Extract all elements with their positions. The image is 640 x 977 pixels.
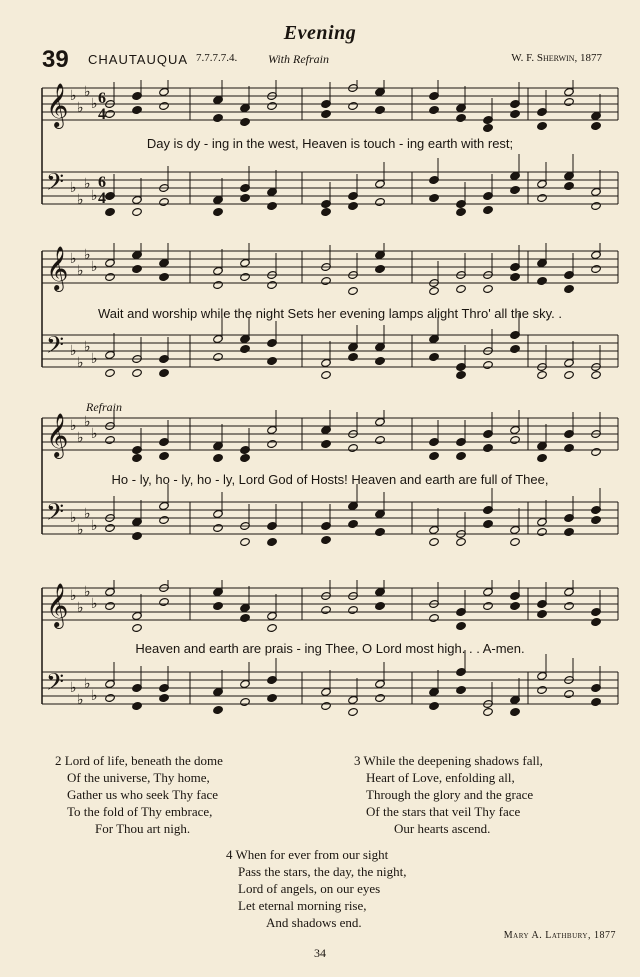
verse-4 xyxy=(226,846,407,931)
flat-icon: ♭ xyxy=(91,689,98,704)
verse-line: For Thou art nigh. xyxy=(95,821,191,836)
verse-line: Through the glory and the grace xyxy=(366,787,534,802)
note-head xyxy=(564,689,575,698)
note-head xyxy=(591,370,602,379)
bass-clef-icon: 𝄢 xyxy=(46,498,65,531)
meter: 7.7.7.7.4. xyxy=(196,52,238,64)
note-head xyxy=(537,121,548,130)
bass-clef-icon: 𝄢 xyxy=(46,168,65,201)
note-head xyxy=(591,121,602,130)
refrain-label: Refrain xyxy=(86,400,122,414)
verse-3 xyxy=(354,752,543,837)
note-head xyxy=(321,439,332,448)
note-head xyxy=(375,105,386,114)
note-head xyxy=(456,685,467,694)
note-head xyxy=(132,105,143,114)
bass-clef-icon: 𝄢 xyxy=(46,668,65,701)
note-head xyxy=(240,453,251,462)
note-head xyxy=(456,537,467,546)
note-head xyxy=(321,370,332,379)
flat-icon: ♭ xyxy=(70,589,77,604)
note-head xyxy=(429,537,440,546)
note-head xyxy=(321,605,332,614)
note-head xyxy=(564,443,575,452)
verse-line: Of the universe, Thy home, xyxy=(67,770,210,785)
note-head xyxy=(348,707,359,716)
note-head xyxy=(510,537,521,546)
note-head xyxy=(456,207,467,216)
note-head xyxy=(132,207,143,216)
note-head xyxy=(105,207,116,216)
note-head xyxy=(564,181,575,190)
verse-line: And shadows end. xyxy=(266,915,362,930)
note-head xyxy=(483,601,494,610)
note-head xyxy=(537,276,548,285)
verse-line: Lord of angels, on our eyes xyxy=(238,881,381,896)
note-head xyxy=(267,439,278,448)
verse-line: 4 When for ever from our sight xyxy=(226,847,389,862)
flat-icon: ♭ xyxy=(84,340,91,355)
flat-icon: ♭ xyxy=(91,427,98,442)
note-head xyxy=(483,284,494,293)
flat-icon: ♭ xyxy=(77,431,84,446)
note-head xyxy=(132,264,143,273)
note-head xyxy=(159,197,170,206)
note-head xyxy=(591,617,602,626)
note-head xyxy=(348,101,359,110)
note-head xyxy=(105,601,116,610)
note-head xyxy=(267,693,278,702)
note-head xyxy=(213,705,224,714)
note-head xyxy=(429,193,440,202)
flat-icon: ♭ xyxy=(84,177,91,192)
verse-line: To the fold of Thy embrace, xyxy=(67,804,213,819)
note-head xyxy=(483,443,494,452)
flat-icon: ♭ xyxy=(70,511,77,526)
note-head xyxy=(132,453,143,462)
note-head xyxy=(213,352,224,361)
composer-name: W. F. Sherwin, 1877 xyxy=(511,52,602,64)
verse-line: Our hearts ascend. xyxy=(394,821,491,836)
flat-icon: ♭ xyxy=(91,97,98,112)
note-head xyxy=(132,623,143,632)
staff-group-1 xyxy=(40,80,620,230)
flat-icon: ♭ xyxy=(77,264,84,279)
note-head xyxy=(159,693,170,702)
note-head xyxy=(510,185,521,194)
note-head xyxy=(456,621,467,630)
flat-icon: ♭ xyxy=(77,101,84,116)
composer-credit xyxy=(511,52,602,64)
note-head xyxy=(105,693,116,702)
note-head xyxy=(456,113,467,122)
note-head xyxy=(213,280,224,289)
note-head xyxy=(240,193,251,202)
refrain-note: With Refrain xyxy=(268,52,329,66)
note-head xyxy=(456,284,467,293)
music-system-2 xyxy=(40,243,620,393)
note-head xyxy=(240,344,251,353)
note-head xyxy=(213,113,224,122)
flat-icon: ♭ xyxy=(70,419,77,434)
treble-clef-icon: 𝄞 xyxy=(46,246,69,290)
note-head xyxy=(456,451,467,460)
note-head xyxy=(456,370,467,379)
note-head xyxy=(510,435,521,444)
note-head xyxy=(321,701,332,710)
flat-icon: ♭ xyxy=(77,193,84,208)
note-head xyxy=(348,286,359,295)
note-head xyxy=(537,453,548,462)
note-head xyxy=(591,515,602,524)
flat-icon: ♭ xyxy=(70,252,77,267)
verse-line: Let eternal morning rise, xyxy=(238,898,367,913)
note-head xyxy=(267,280,278,289)
lyric-line-3: Ho - ly, ho - ly, ho - ly, Lord God of Hosts! Heaven and earth are full of Thee, xyxy=(111,472,549,487)
verse-2 xyxy=(55,752,223,837)
verse-line: 3 While the deepening shadows fall, xyxy=(354,753,543,768)
note-head xyxy=(537,609,548,618)
time-signature-top: 6 xyxy=(98,174,106,191)
note-head xyxy=(240,537,251,546)
note-head xyxy=(267,537,278,546)
note-head xyxy=(483,205,494,214)
music-system-1 xyxy=(40,80,620,230)
note-head xyxy=(591,697,602,706)
note-head xyxy=(321,109,332,118)
music-system-3 xyxy=(40,410,620,560)
note-head xyxy=(483,360,494,369)
note-head xyxy=(375,264,386,273)
flat-icon: ♭ xyxy=(91,597,98,612)
note-head xyxy=(537,193,548,202)
note-head xyxy=(564,97,575,106)
note-head xyxy=(564,601,575,610)
note-head xyxy=(537,370,548,379)
verse-line: Gather us who seek Thy face xyxy=(67,787,219,802)
note-head xyxy=(267,201,278,210)
note-head xyxy=(510,601,521,610)
note-head xyxy=(375,435,386,444)
note-head xyxy=(348,352,359,361)
flat-icon: ♭ xyxy=(70,681,77,696)
note-head xyxy=(375,693,386,702)
note-head xyxy=(159,451,170,460)
note-head xyxy=(429,701,440,710)
flat-icon: ♭ xyxy=(77,356,84,371)
note-head xyxy=(375,356,386,365)
treble-clef-icon: 𝄞 xyxy=(46,583,69,627)
note-head xyxy=(213,453,224,462)
note-head xyxy=(132,701,143,710)
page-number: 34 xyxy=(314,946,326,960)
flat-icon: ♭ xyxy=(77,523,84,538)
note-head xyxy=(240,697,251,706)
treble-clef-icon: 𝄞 xyxy=(46,83,69,127)
lyric-line-4: Heaven and earth are prais - ing Thee, O Lord most high. . . A-men. xyxy=(135,641,525,656)
note-head xyxy=(240,117,251,126)
flat-icon: ♭ xyxy=(84,248,91,263)
note-head xyxy=(375,601,386,610)
note-head xyxy=(267,623,278,632)
note-head xyxy=(267,101,278,110)
flat-icon: ♭ xyxy=(84,585,91,600)
note-head xyxy=(537,527,548,536)
note-head xyxy=(429,451,440,460)
note-head xyxy=(537,685,548,694)
note-head xyxy=(483,707,494,716)
note-head xyxy=(429,352,440,361)
note-head xyxy=(132,531,143,540)
bass-clef-icon: 𝄢 xyxy=(46,331,65,364)
note-head xyxy=(105,109,116,118)
treble-clef-icon: 𝄞 xyxy=(46,413,69,457)
note-head xyxy=(483,519,494,528)
note-head xyxy=(105,368,116,377)
note-head xyxy=(483,123,494,132)
note-head xyxy=(375,197,386,206)
time-signature-top: 6 xyxy=(98,90,106,107)
note-head xyxy=(159,597,170,606)
note-head xyxy=(159,101,170,110)
verse-line: Heart of Love, enfolding all, xyxy=(366,770,515,785)
note-head xyxy=(321,276,332,285)
note-head xyxy=(159,272,170,281)
note-head xyxy=(321,535,332,544)
hymn-title: Evening xyxy=(283,22,357,44)
note-head xyxy=(159,515,170,524)
flat-icon: ♭ xyxy=(91,189,98,204)
flat-icon: ♭ xyxy=(84,85,91,100)
note-head xyxy=(213,207,224,216)
flat-icon: ♭ xyxy=(91,352,98,367)
note-head xyxy=(348,605,359,614)
note-head xyxy=(591,264,602,273)
note-head xyxy=(429,286,440,295)
note-head xyxy=(267,356,278,365)
flat-icon: ♭ xyxy=(70,89,77,104)
note-head xyxy=(240,613,251,622)
note-head xyxy=(348,201,359,210)
note-head xyxy=(348,443,359,452)
flat-icon: ♭ xyxy=(84,677,91,692)
note-head xyxy=(105,523,116,532)
note-head xyxy=(564,370,575,379)
flat-icon: ♭ xyxy=(84,415,91,430)
note-head xyxy=(591,201,602,210)
note-head xyxy=(132,368,143,377)
hymn-number: 39 xyxy=(42,46,69,73)
flat-icon: ♭ xyxy=(70,181,77,196)
note-head xyxy=(159,368,170,377)
verse-line: Pass the stars, the day, the night, xyxy=(238,864,407,879)
flat-icon: ♭ xyxy=(91,260,98,275)
time-signature-bottom: 4 xyxy=(98,106,106,123)
note-head xyxy=(375,527,386,536)
flat-icon: ♭ xyxy=(84,507,91,522)
lyric-line-2: Wait and worship while the night Sets her evening lamps alight Thro' all the sky. . xyxy=(98,306,562,321)
tune-name: CHAUTAUQUA xyxy=(88,52,189,67)
flat-icon: ♭ xyxy=(77,601,84,616)
note-head xyxy=(429,105,440,114)
note-head xyxy=(348,519,359,528)
lyric-line-1: Day is dy - ing in the west, Heaven is touch - ing earth with rest; xyxy=(146,136,514,151)
note-head xyxy=(510,707,521,716)
time-signature-bottom: 4 xyxy=(98,190,106,207)
note-head xyxy=(510,344,521,353)
music-system-4 xyxy=(40,580,620,730)
note-head xyxy=(510,109,521,118)
verse-line: 2 Lord of life, beneath the dome xyxy=(55,753,223,768)
note-head xyxy=(105,435,116,444)
note-head xyxy=(105,272,116,281)
flat-icon: ♭ xyxy=(77,693,84,708)
note-head xyxy=(213,601,224,610)
note-head xyxy=(240,272,251,281)
note-head xyxy=(429,613,440,622)
verse-line: Of the stars that veil Thy face xyxy=(366,804,521,819)
flat-icon: ♭ xyxy=(91,519,98,534)
note-head xyxy=(591,447,602,456)
note-head xyxy=(213,523,224,532)
note-head xyxy=(321,207,332,216)
flat-icon: ♭ xyxy=(70,344,77,359)
author-credit: Mary A. Lathbury, 1877 xyxy=(503,930,616,941)
note-head xyxy=(564,527,575,536)
note-head xyxy=(564,284,575,293)
note-head xyxy=(510,272,521,281)
